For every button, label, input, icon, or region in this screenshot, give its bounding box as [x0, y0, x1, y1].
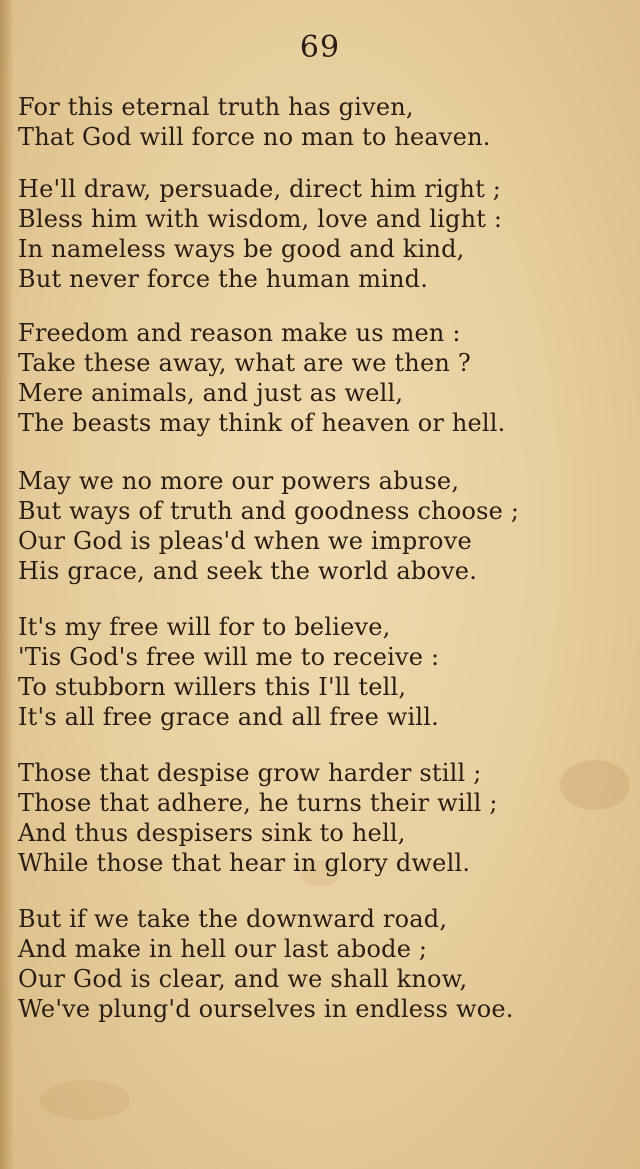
- stanza-7: [18, 904, 618, 1024]
- verse-line: Take these away, what are we then ?: [18, 349, 471, 377]
- stanza-4: [18, 466, 618, 586]
- verse-line: It's my free will for to believe,: [18, 613, 391, 641]
- page-edge-shadow: [0, 0, 14, 1169]
- verse-line: And thus despisers sink to hell,: [18, 819, 406, 847]
- stanza-6: [18, 758, 618, 878]
- verse-line: It's all free grace and all free will.: [18, 703, 440, 731]
- stanza-5: [18, 612, 618, 732]
- paper-stain: [40, 1080, 130, 1120]
- verse-line: Those that adhere, he turns their will ;: [18, 789, 498, 817]
- verse-line: For this eternal truth has given,: [18, 93, 414, 121]
- stanza-2: [18, 174, 618, 294]
- verse-line: He'll draw, persuade, direct him right ;: [18, 175, 502, 203]
- verse-line: To stubborn willers this I'll tell,: [18, 673, 407, 701]
- verse-line: While those that hear in glory dwell.: [18, 849, 471, 877]
- verse-line: But never force the human mind.: [18, 265, 429, 293]
- verse-line: But if we take the downward road,: [18, 905, 448, 933]
- verse-line: In nameless ways be good and kind,: [18, 235, 465, 263]
- verse-line: His grace, and seek the world above.: [18, 557, 478, 585]
- verse-line: And make in hell our last abode ;: [18, 935, 428, 963]
- verse-line: But ways of truth and goodness choose ;: [18, 497, 520, 525]
- verse-line: 'Tis God's free will me to receive :: [18, 643, 440, 671]
- stanza-3: [18, 318, 618, 438]
- verse-line: Our God is pleas'd when we improve: [18, 527, 472, 555]
- verse-line: Freedom and reason make us men :: [18, 319, 461, 347]
- verse-line: Our God is clear, and we shall know,: [18, 965, 468, 993]
- verse-line: May we no more our powers abuse,: [18, 467, 460, 495]
- stanza-1: [18, 92, 618, 152]
- verse-line: We've plung'd ourselves in endless woe.: [18, 995, 514, 1023]
- verse-line: Bless him with wisdom, love and light :: [18, 205, 503, 233]
- verse-line: Those that despise grow harder still ;: [18, 759, 482, 787]
- page-number: 69: [299, 30, 341, 65]
- verse-line: Mere animals, and just as well,: [18, 379, 404, 407]
- verse-line: That God will force no man to heaven.: [18, 123, 491, 151]
- verse-line: The beasts may think of heaven or hell.: [18, 409, 506, 437]
